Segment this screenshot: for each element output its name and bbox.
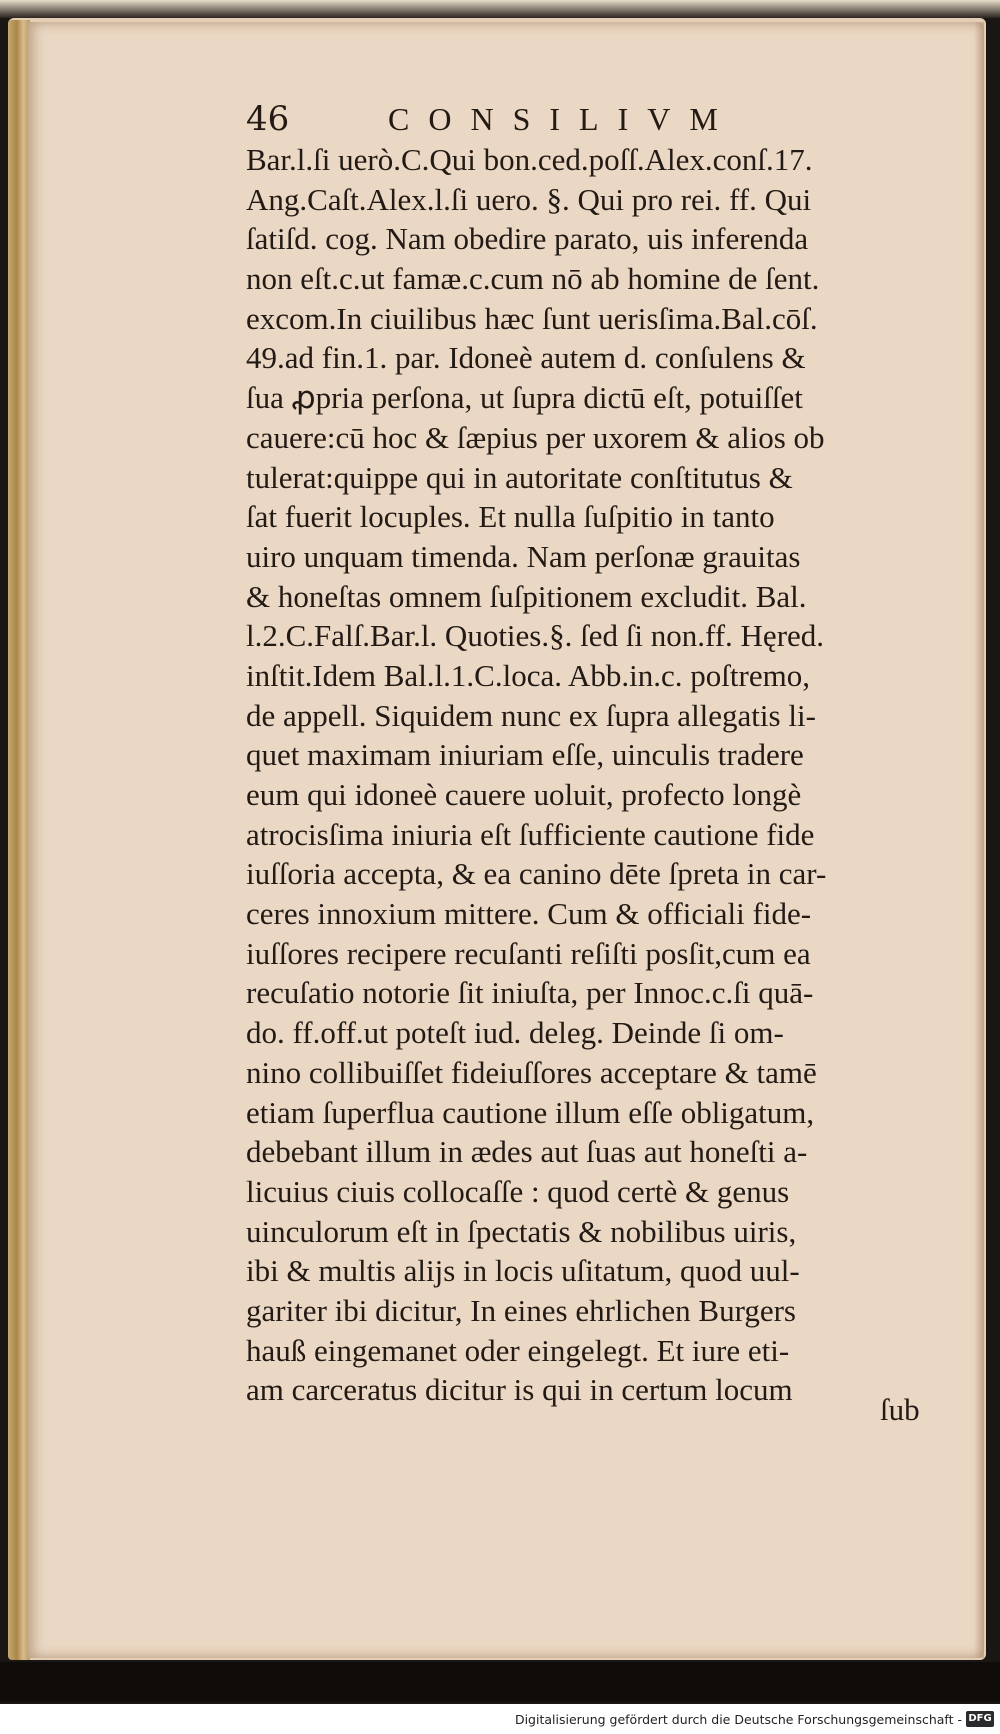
text-line: excom.In ciuilibus hæc ſunt uerisſima.Bal.cōſ. xyxy=(246,300,818,336)
text-line: tulerat:quippe qui in autoritate conſtitutus & xyxy=(246,459,793,495)
running-head: CONSILIVM xyxy=(388,101,737,137)
text-line: licuius ciuis collocaſſe : quod certè & genus xyxy=(246,1173,790,1209)
text-line: & honeſtas omnem ſuſpitionem excludit. Bal. xyxy=(246,578,807,614)
text-line: cauere:cū hoc & ſæpius per uxorem & alios ob xyxy=(246,419,825,455)
text-line: Bar.l.ſi uerò.C.Qui bon.ced.poſſ.Alex.conſ.17. xyxy=(246,142,813,177)
page-number: 46 xyxy=(246,99,290,139)
text-line: am carceratus dicitur is qui in certum locum xyxy=(246,1372,793,1408)
digitization-footer xyxy=(0,1704,1000,1734)
text-line: non eſt.c.ut famæ.c.cum nō ab homine de ſent. xyxy=(246,261,820,297)
text-line: ibi & multis alijs in locis uſitatum, quod uul- xyxy=(246,1253,800,1289)
dfg-logo: DFG xyxy=(966,1711,994,1727)
text-line: debebant illum in ædes aut ſuas aut honeſti a- xyxy=(246,1134,808,1170)
text-line: hauß eingemanet oder eingelegt. Et iure eti- xyxy=(246,1332,790,1368)
text-line: ſatiſd. cog. Nam obedire parato, uis inferenda xyxy=(246,221,809,257)
page-header xyxy=(246,94,926,144)
text-line: de appell. Siquidem nunc ex ſupra allegatis li- xyxy=(246,697,816,733)
footer-credit: Digitalisierung gefördert durch die Deutsche Forschungsgemeinschaft - xyxy=(514,1712,962,1727)
text-line: do. ff.off.ut poteſt iud. deleg. Deinde ſi om- xyxy=(246,1015,784,1051)
text-line: l.2.C.Falſ.Bar.l. Quoties.§. ſed ſi non.ff. Hęred. xyxy=(246,618,825,654)
text-line: Ang.Caſt.Alex.l.ſi uero. §. Qui pro rei. ff. Qui xyxy=(246,181,812,217)
scan-bottom-edge xyxy=(0,1662,1000,1702)
page-edge-shadow xyxy=(974,22,984,1658)
catchword: ſub xyxy=(880,1392,920,1427)
text-line: inſtit.Idem Bal.l.1.C.loca. Abb.in.c. poſtremo, xyxy=(246,657,810,693)
text-line: recuſatio notorie ſit iniuſta, per Innoc.c.ſi quā- xyxy=(246,975,814,1011)
text-line: etiam ſuperflua cautione illum eſſe obligatum, xyxy=(246,1094,815,1130)
text-line: gariter ibi dicitur, In eines ehrlichen Burgers xyxy=(246,1292,796,1328)
text-line: ceres innoxium mittere. Cum & officiali fide- xyxy=(246,896,812,932)
text-line: atrocisſima iniuria eſt ſufficiente cautione fide xyxy=(246,816,815,852)
scan-top-edge xyxy=(0,0,1000,18)
text-line: uiro unquam timenda. Nam perſonæ grauitas xyxy=(246,538,801,574)
text-line: nino collibuiſſet fideiuſſores acceptare & tamē xyxy=(246,1054,817,1090)
text-line: uinculorum eſt in ſpectatis & nobilibus uiris, xyxy=(246,1213,797,1249)
text-line: iuſſores recipere recuſanti reſiſti posſit,cum ea xyxy=(246,935,811,971)
book-spine xyxy=(8,20,30,1660)
text-line: quet maximam iniuriam eſſe, uinculis tradere xyxy=(246,737,804,773)
body-text xyxy=(246,140,946,1410)
text-line: iuſſoria accepta, & ea canino dēte ſpreta in car- xyxy=(246,856,827,892)
text-line: 49.ad fin.1. par. Idoneè autem d. conſulens & xyxy=(246,340,806,376)
text-line: ſua ꝓpria perſona, ut ſupra dictū eſt, potuiſſet xyxy=(246,380,803,416)
text-line: ſat fuerit locuples. Et nulla ſuſpitio in tanto xyxy=(246,499,775,535)
text-line: eum qui idoneè cauere uoluit, profecto longè xyxy=(246,777,802,812)
